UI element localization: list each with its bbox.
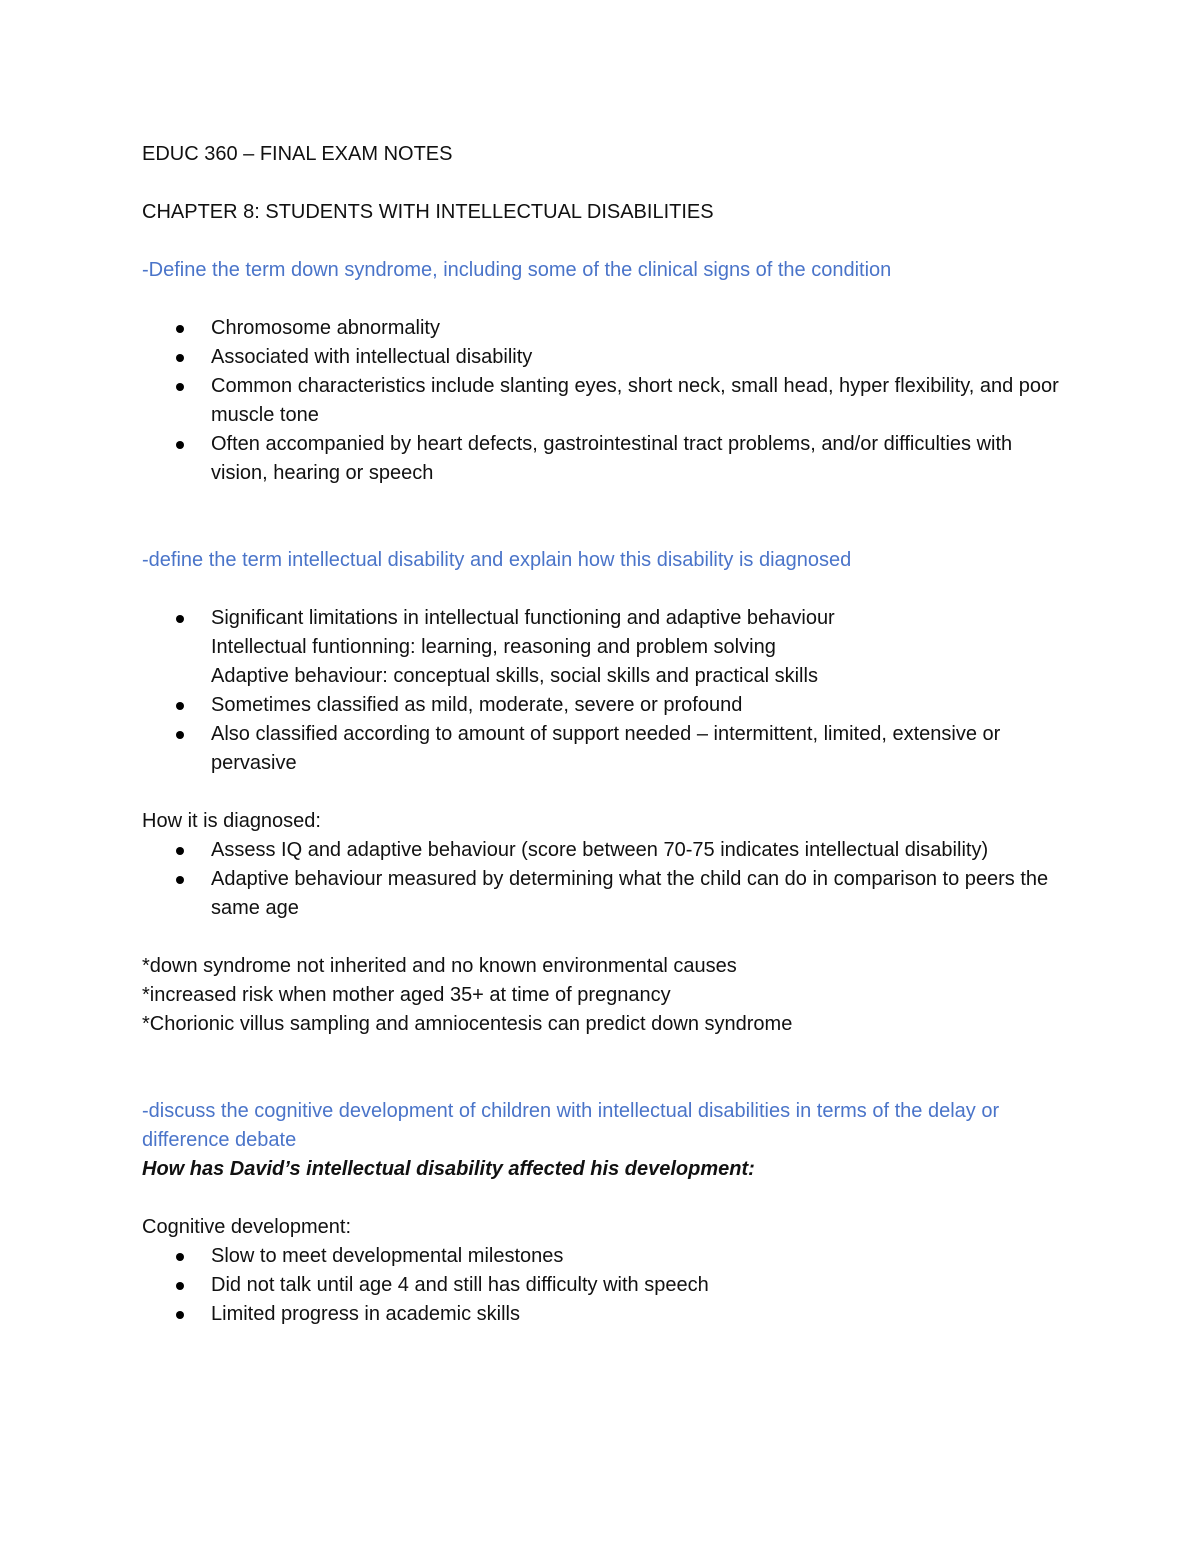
note-line: *down syndrome not inherited and no known environmental causes [142,955,737,977]
list-item: Sometimes classified as mild, moderate, severe or profound [142,691,1072,720]
list-item-text: Significant limitations in intellectual functioning and adaptive behaviour [211,607,835,629]
list-item: Associated with intellectual disability [142,343,1072,372]
list-item: Common characteristics include slanting eyes, short neck, small head, hyper flexibility, and poor muscle tone [142,372,1072,430]
list-item: Assess IQ and adaptive behaviour (score between 70-75 indicates intellectual disability) [142,836,1072,865]
emphasis-question: How has David’s intellectual disability affected his development: [142,1158,755,1180]
spacer [142,778,1072,807]
list-item [142,604,1072,691]
list-item-subline: Intellectual funtionning: learning, reasoning and problem solving [211,636,776,658]
question-cognitive-development: -discuss the cognitive development of children with intellectual disabilities in terms of the delay or difference debate [142,1100,1000,1151]
down-syndrome-list [142,314,1072,488]
question-intellectual-disability: -define the term intellectual disability and explain how this disability is diagnosed [142,549,852,571]
list-item: Also classified according to amount of support needed – intermittent, limited, extensive or pervasive [142,720,1072,778]
list-item: Adaptive behaviour measured by determining what the child can do in comparison to peers the same age [142,865,1072,923]
spacer [142,923,1072,952]
note-line: *Chorionic villus sampling and amniocentesis can predict down syndrome [142,1013,793,1035]
list-item: Chromosome abnormality [142,314,1072,343]
cognitive-label: Cognitive development: [142,1216,352,1238]
document-page [142,140,1072,1329]
list-item: Limited progress in academic skills [142,1300,1072,1329]
list-item: Often accompanied by heart defects, gastrointestinal tract problems, and/or difficulties with vision, hearing or speech [142,430,1072,488]
list-item: Did not talk until age 4 and still has difficulty with speech [142,1271,1072,1300]
intellectual-disability-list [142,604,1072,778]
diagnosis-list [142,836,1072,923]
question-down-syndrome: -Define the term down syndrome, including some of the clinical signs of the condition [142,259,892,281]
document-title: EDUC 360 – FINAL EXAM NOTES [142,143,453,165]
note-line: *increased risk when mother aged 35+ at time of pregnancy [142,984,671,1006]
chapter-heading: CHAPTER 8: STUDENTS WITH INTELLECTUAL DISABILITIES [142,201,714,223]
diagnosed-label: How it is diagnosed: [142,810,321,832]
list-item-subline: Adaptive behaviour: conceptual skills, social skills and practical skills [211,665,818,687]
list-item: Slow to meet developmental milestones [142,1242,1072,1271]
cognitive-list [142,1242,1072,1329]
